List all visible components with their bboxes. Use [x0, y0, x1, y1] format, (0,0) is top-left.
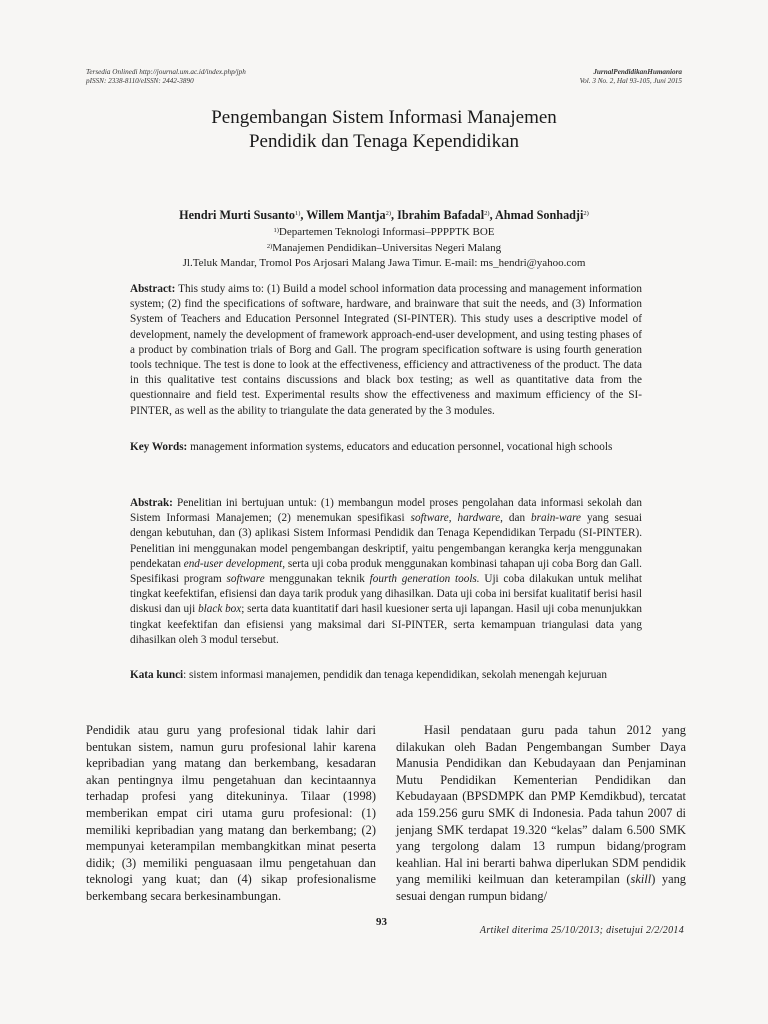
body-column-left [86, 722, 376, 905]
title-line-1: Pengembangan Sistem Informasi Manajemen [211, 107, 557, 128]
author-affiliation-mark: 2) [385, 210, 392, 217]
kata-kunci-text: : sistem informasi manajemen, pendidik dan tenaga kependidikan, sekolah menengah kejuruan [183, 669, 607, 681]
author-name: Willem Mantja [306, 208, 386, 222]
abstrak-text: , dan [500, 512, 532, 525]
author-affiliation-mark: 2) [583, 210, 589, 217]
abstrak-text: Uji coba dilakukan untuk melihat tingkat keefektifan, efisiensi dan daya tarik produk yang dihasilkan. Data uji coba ini bersifat kualitatif berisi hasil diskusi dan uji [130, 573, 642, 616]
abstrak-italic-term: software [226, 573, 265, 586]
title-line-2: Pendidik dan Tenaga Kependidikan [248, 131, 520, 152]
author-name: Hendri Murti Susanto [179, 208, 295, 222]
abstrak-italic-term: brain-ware [531, 512, 581, 525]
body-text: Hasil pendataan guru pada tahun 2012 yang dilakukan oleh Badan Pengembangan Sumber Daya Manusia Pendidikan dan Kebudayaan dan Penjaminan Mutu Pendidikan Kementerian Pendidikan dan Kebudayaan (BPSDMPK dan PMP Kemdikbud), tercatat ada 159.256 guru SMK di Indonesia. Pada tahun 2007 di jenjang SMK terdapat 19.320 “kelas” dalam 6.500 SMK yang tergolong dalam 13 rumpun bidang/program keahlian. Hal ini berarti bahwa diperlukan SDM pendidik yang memiliki keilmuan dan keterampilan ( [396, 723, 686, 887]
keywords-text: management information systems, educators and education personnel, vocational high schools [187, 441, 613, 453]
abstrak-text: yang sesuai dengan kebutuhan, dan (3) aplikasi Sistem Informasi Pendidik dan Tenaga Kependidikan Terpadu (SI-PINTER). Penelitian ini menggunakan model pengembangan deskriptif, yaitu pengembangan kerangka kerja menggunakan pendekatan [130, 512, 642, 570]
keywords-english [130, 440, 642, 455]
abstrak-italic-term: software [410, 512, 449, 525]
abstrak-italic-term: hardware [457, 512, 501, 525]
abstrak-text: ; serta data kuantitatif dari hasil kuesioner serta uji lapangan. Hasil uji coba menunjukkan tingkat keefektifan dan efisiensi yang maksimal dari SI-PINTER, serta kemampuan triangulasi data yang dihasilkan oleh 3 modul tersebut. [130, 603, 643, 646]
journal-name: JurnalPendidikanHumaniora [593, 68, 682, 76]
keywords-label: Key Words: [130, 441, 188, 453]
body-column-right [396, 722, 686, 905]
abstrak-text: serta uji coba produk menggunakan kombinasi tahapan uji coba Borg dan Gall. Spesifikasi program [130, 557, 642, 586]
body-paragraph [396, 722, 686, 905]
affiliation-mark: 1) [273, 227, 279, 234]
author-affiliation-mark: 2) [484, 210, 490, 217]
abstrak-text: Penelitian ini bertujuan untuk: (1) membangun model proses pengolahan data informasi sekolah dan Sistem Informasi Manajemen; (2) menemukan spesifikasi [130, 497, 642, 525]
affiliation-text: Departemen Teknologi Informasi–PPPPTK BOE [278, 226, 495, 238]
abstrak-italic-term: black box [198, 603, 242, 616]
author-separator: , [489, 208, 495, 222]
affiliation-mark: 2) [266, 243, 273, 250]
abstrak-italic-term: fourth generation tools. [369, 573, 480, 586]
author-address: Jl.Teluk Mandar, Tromol Pos Arjosari Malang Jawa Timur. E-mail: ms_hendri@yahoo.com [182, 257, 586, 269]
author-affiliation-mark: 1) [294, 210, 301, 217]
abstract-label: Abstract: [130, 283, 176, 295]
kata-kunci-label: Kata kunci [130, 669, 184, 681]
author-separator: , [391, 208, 398, 222]
header-url: Tersedia Onlinedi http://journal.um.ac.id/index.php/jph [86, 68, 246, 76]
author-separator: , [300, 208, 307, 222]
header-right [580, 68, 682, 86]
affiliation-text: Manajemen Pendidikan–Universitas Negeri Malang [272, 242, 502, 254]
author-name: Ahmad Sonhadji [494, 208, 584, 222]
author-list [80, 206, 688, 223]
body-italic-term: skill [630, 872, 652, 887]
body-paragraph: Pendidik atau guru yang profesional tidak lahir dari bentukan sistem, namun guru profesional lahir karena kepribadian yang matang dan berkembang, kesadaran akan pentingnya ilmu pengetahuan dan kecintaannya terhadap profesi yang ditekuninya. Tilaar (1998) memberikan empat ciri utama guru profesional: (1) memiliki kepribadian yang matang dan berkembang; (2) mempunyai keterampilan membangkitkan minat peserta didik; (3) memiliki penguasaan ilmu pengetahuan dan teknologi yang kuat; dan (4) sikap profesionalisme berkembang secara berkesinambungan. [86, 723, 376, 903]
abstrak-text: , [448, 512, 458, 525]
article-title [100, 106, 668, 154]
affiliation-1 [80, 224, 688, 239]
abstract-text: This study aims to: (1) Build a model school information data processing and management information system; (2) find the specifications of software, hardware, and brainware that suit the needs, and (3) Information System of Teachers and Education Personnel Integrated (SI-PINTER). This study uses a descriptive model of development, namely the development of framework approach-end-user development, and using testing phases of a product by combination trials of Borg and Gall. The program specification software is using fourth generation tools technique. The test is done to look at the effectiveness, efficiency and attractiveness of the product. The data in this qualitative test contains discussions and black box testing; as well as quantitative data from the questionnaire and field test. Experimental results show the effectiveness and maximum efficiency of the SI-PINTER, as well as the ability to triangulate the data generated by the 3 modules. [130, 283, 642, 417]
journal-volume: Vol. 3 No. 2, Hal 93-105, Juni 2015 [579, 77, 682, 85]
keywords-indonesian [130, 668, 642, 683]
body-text: ) yang sesuai dengan rumpun bidang/ [396, 872, 686, 903]
header-issn: pISSN: 2338-8110/eISSN: 2442-3890 [86, 77, 194, 85]
affiliation-2 [80, 240, 688, 255]
author-name: Ibrahim Bafadal [397, 208, 485, 222]
abstrak-text: menggunakan teknik [264, 573, 370, 586]
abstrak-label: Abstrak: [130, 497, 173, 509]
header-left [86, 68, 246, 86]
abstract-indonesian [130, 496, 642, 648]
abstrak-italic-term: end-user development, [183, 557, 286, 570]
abstract-english [130, 282, 642, 419]
received-date-note: Artikel diterima 25/10/2013; disetujui 2/2/2014 [479, 925, 684, 936]
page-number: 93 [376, 916, 387, 928]
